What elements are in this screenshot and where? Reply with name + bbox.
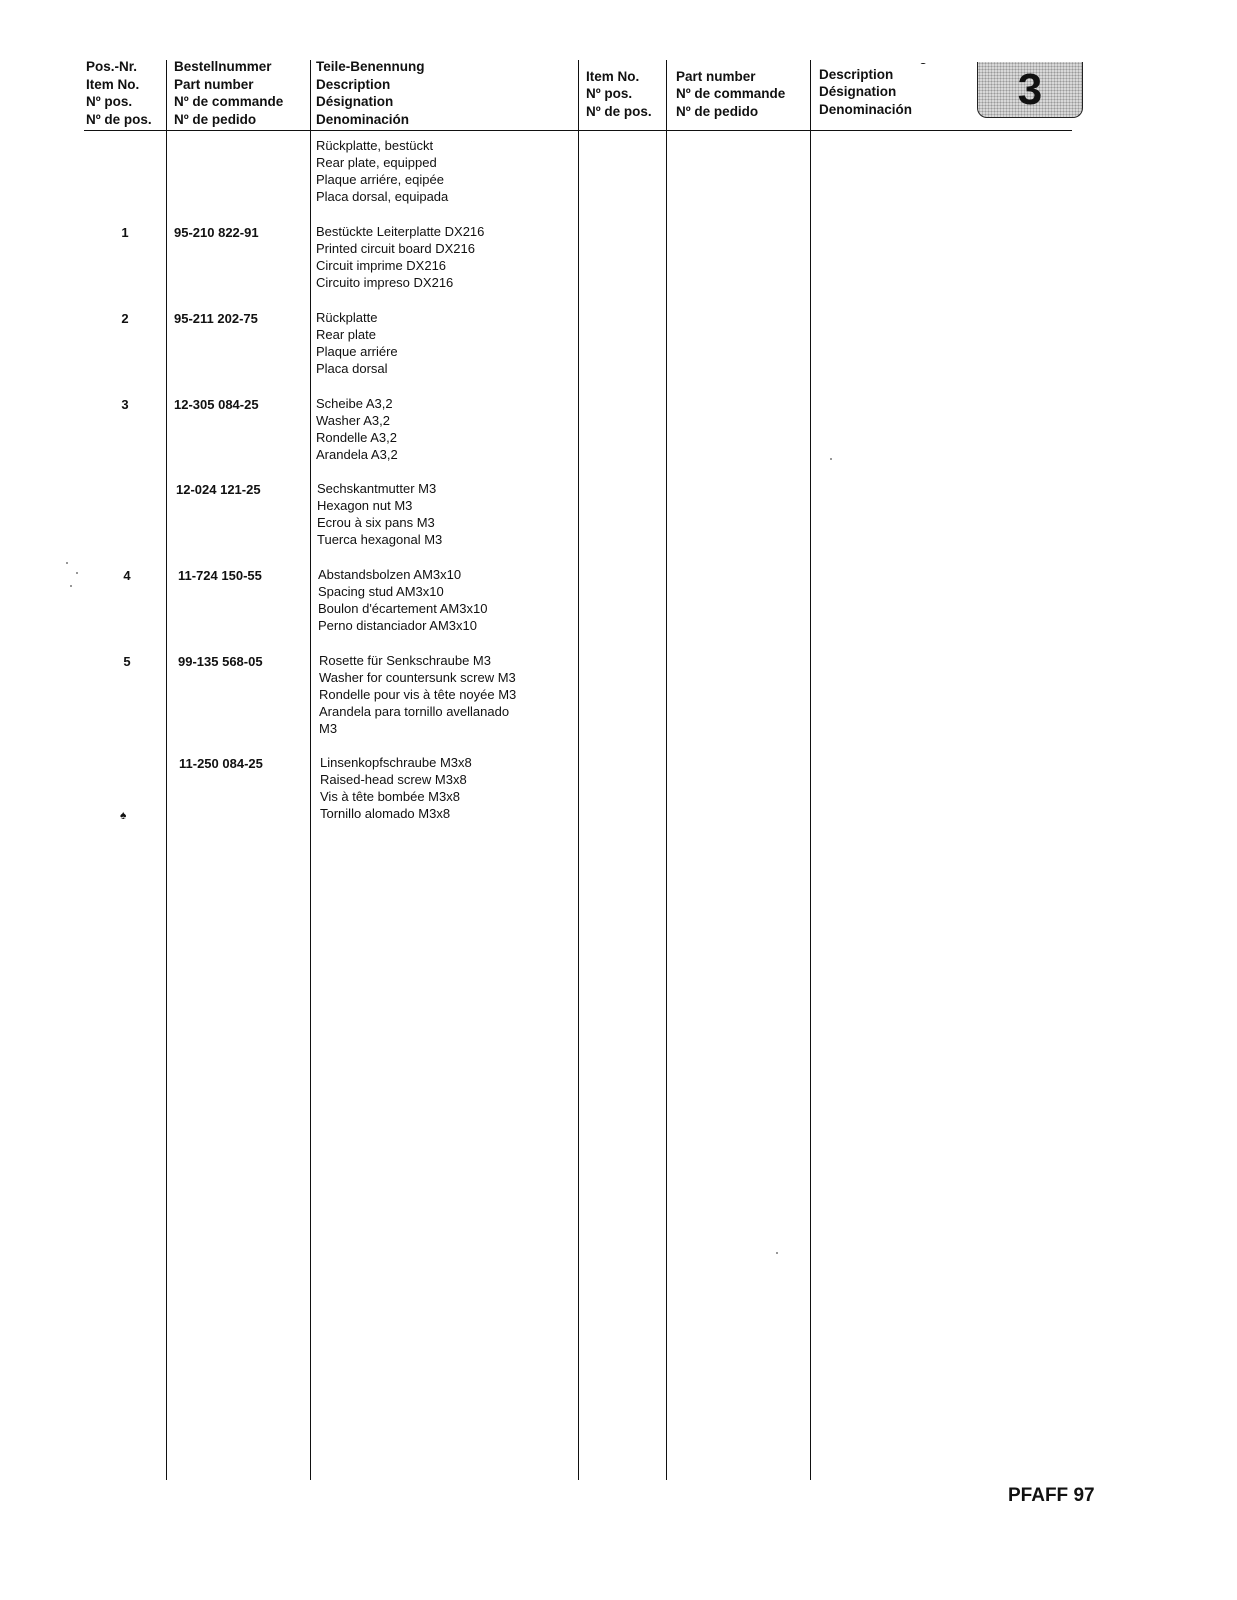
scan-speck	[70, 585, 72, 587]
column-divider	[166, 60, 167, 1480]
description-line: Sechskantmutter M3	[317, 481, 437, 496]
part-number: 12-305 084-25	[174, 397, 259, 412]
description-line: Abstandsbolzen AM3x10	[318, 567, 462, 582]
part-number: 95-211 202-75	[174, 311, 258, 326]
item-position: 1	[121, 225, 129, 240]
description-line: Hexagon nut M3	[317, 498, 413, 513]
header-pos-left	[86, 58, 152, 128]
header-text: Teile-Benennung	[316, 59, 425, 74]
header-text: Denominación	[316, 111, 410, 127]
header-text: Désignation	[316, 94, 394, 109]
header-text: Nº de pedido	[676, 103, 759, 119]
scan-speck	[76, 572, 78, 574]
description-line: Rear plate	[316, 327, 376, 342]
part-number: 11-250 084-25	[179, 756, 263, 771]
scan-speck	[776, 1252, 778, 1254]
header-text: Nº de pos.	[586, 103, 652, 119]
item-description	[317, 480, 442, 548]
description-line: Rosette für Senkschraube M3	[319, 653, 491, 668]
item-description	[320, 754, 472, 822]
header-text: Pos.-Nr.	[86, 59, 138, 74]
description-line: Tuerca hexagonal M3	[317, 532, 443, 547]
page-footer: PFAFF 97	[1008, 1485, 1095, 1506]
header-text: Nº de commande	[174, 94, 284, 109]
description-line: Washer A3,2	[316, 413, 390, 428]
part-number: 95-210 822-91	[174, 225, 259, 240]
description-line: Spacing stud AM3x10	[318, 584, 444, 599]
part-number: 11-724 150-55	[178, 568, 262, 583]
item-position: 4	[123, 568, 131, 583]
part-number: 99-135 568-05	[178, 654, 263, 669]
header-text: Nº pos.	[86, 94, 133, 109]
description-line: Placa dorsal, equipada	[316, 189, 449, 204]
item-description	[316, 395, 398, 463]
description-line: Rear plate, equipped	[316, 155, 437, 170]
header-text: Item No.	[586, 68, 640, 84]
description-line: Circuito impreso DX216	[316, 275, 454, 290]
description-line: Arandela para tornillo avellanado	[319, 704, 510, 719]
header-text: Description	[316, 76, 391, 92]
description-line: Plaque arriére, eqipée	[316, 172, 444, 187]
item-description	[316, 223, 484, 291]
description-line: Placa dorsal	[316, 361, 388, 376]
header-text: Nº de pedido	[174, 111, 257, 127]
description-line: Scheibe A3,2	[316, 396, 393, 411]
description-line: Printed circuit board DX216	[316, 241, 475, 256]
header-text: Part number	[174, 76, 254, 92]
column-divider	[578, 60, 579, 1480]
item-position: 2	[121, 311, 129, 326]
item-description	[319, 652, 516, 737]
header-text: Part number	[676, 68, 756, 84]
description-line: Arandela A3,2	[316, 447, 398, 462]
description-line: Boulon d'écartement AM3x10	[318, 601, 488, 616]
header-part-left	[174, 58, 283, 128]
description-line: Ecrou à six pans M3	[317, 515, 435, 530]
description-line: Vis à tête bombée M3x8	[320, 789, 460, 804]
description-line: Plaque arriére	[316, 344, 398, 359]
scan-speck	[66, 562, 68, 564]
item-description	[316, 309, 398, 377]
item-position: 5	[123, 654, 131, 669]
description-line: Raised-head screw M3x8	[320, 772, 467, 787]
description-line: Linsenkopfschraube M3x8	[320, 755, 472, 770]
spade-mark: ♠	[120, 808, 127, 822]
header-text: Nº de pos.	[86, 111, 152, 127]
description-line: Rückplatte, bestückt	[316, 138, 434, 153]
description-line: Rondelle A3,2	[316, 430, 397, 445]
header-text: Désignation	[819, 84, 897, 99]
description-line: Bestückte Leiterplatte DX216	[316, 224, 485, 239]
scan-speck	[830, 458, 832, 460]
description-line: Circuit imprime DX216	[316, 258, 447, 273]
column-divider	[310, 60, 311, 1480]
description-line: Tornillo alomado M3x8	[320, 806, 451, 821]
header-text: Nº de commande	[676, 86, 786, 101]
column-divider	[666, 60, 667, 1480]
column-divider	[810, 60, 811, 1480]
item-position: 3	[121, 397, 129, 412]
header-text: Item No.	[86, 76, 140, 92]
header-text: Denominación	[819, 101, 913, 117]
description-line: Rondelle pour vis à tête noyée M3	[319, 687, 517, 702]
header-clip-mask	[580, 40, 980, 63]
item-description	[318, 566, 487, 634]
section-badge	[977, 62, 1083, 118]
header-text: Nº pos.	[586, 86, 633, 101]
part-number: 12-024 121-25	[176, 482, 261, 497]
item-description	[316, 137, 448, 205]
header-desc-left	[316, 58, 425, 128]
description-line: M3	[319, 721, 338, 736]
description-line: Rückplatte	[316, 310, 378, 325]
section-number: 3	[1017, 64, 1043, 114]
header-text: Bestellnummer	[174, 59, 272, 74]
description-line: Washer for countersunk screw M3	[319, 670, 516, 685]
header-text: Description	[819, 66, 894, 82]
description-line: Perno distanciador AM3x10	[318, 618, 477, 633]
